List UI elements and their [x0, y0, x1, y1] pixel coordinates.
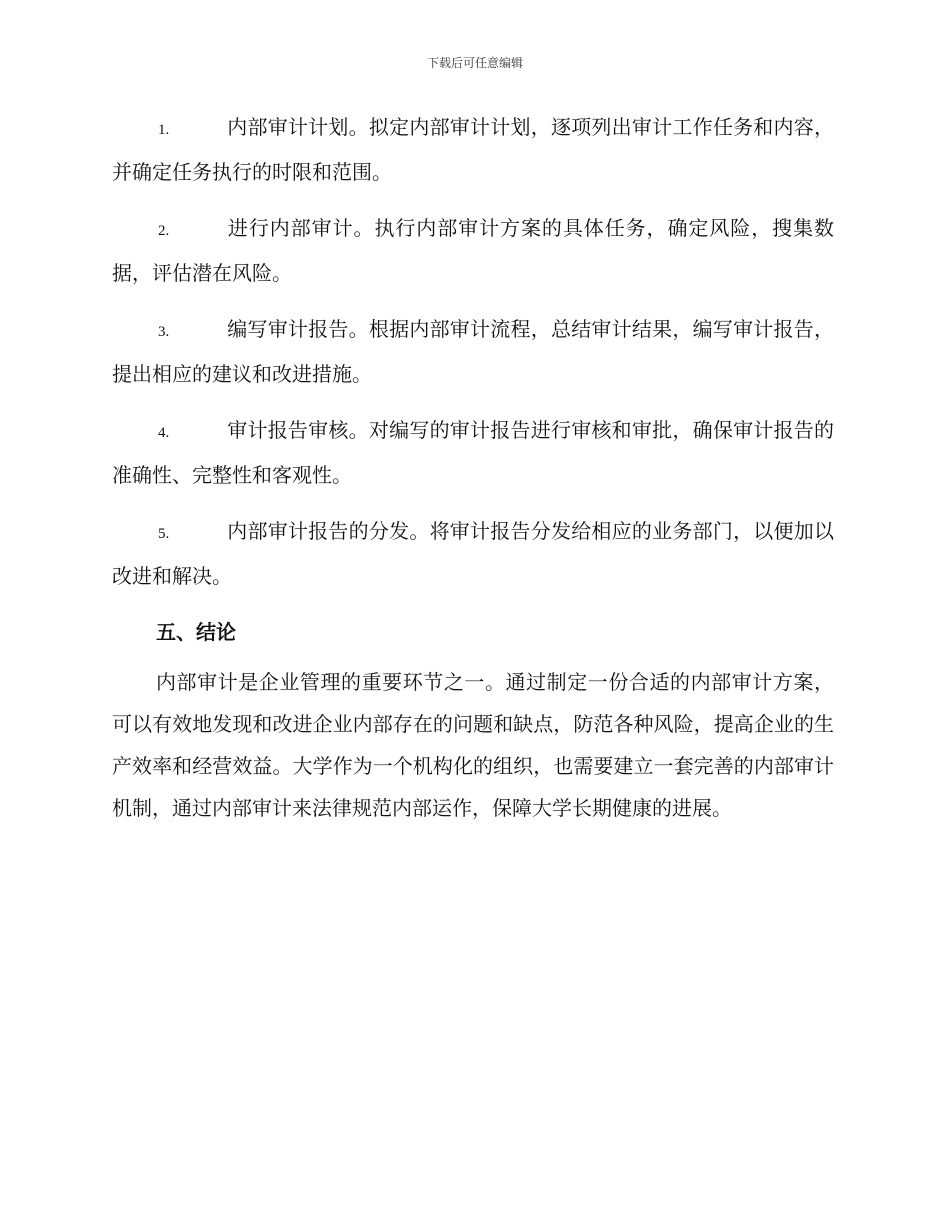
list-item-number: 5. — [158, 526, 170, 542]
list-item-text: 内部审计报告的分发。将审计报告分发给相应的业务部门，以便加以改进和解决。 — [112, 519, 834, 588]
list-item-number: 1. — [158, 122, 170, 138]
list-item-number: 4. — [158, 425, 170, 441]
list-item — [112, 207, 834, 294]
list-item — [112, 510, 834, 597]
list-item-number: 2. — [158, 223, 170, 239]
list-item-number: 3. — [158, 324, 170, 340]
page-header-note: 下载后可任意编辑 — [426, 56, 523, 70]
list-item — [112, 106, 834, 193]
conclusion-paragraph: 内部审计是企业管理的重要环节之一。通过制定一份合适的内部审计方案，可以有效地发现和改进企业内部存在的问题和缺点，防范各种风险，提高企业的生产效率和经营效益。大学作为一个机构化的组织，也需要建立一套完善的内部审计机制，通过内部审计来法律规范内部运作，保障大学长期健康的进展。 — [112, 670, 834, 820]
list-item — [112, 308, 834, 395]
document-content — [112, 106, 834, 829]
list-item-text: 编写审计报告。根据内部审计流程，总结审计结果，编写审计报告，提出相应的建议和改进措施。 — [112, 317, 834, 386]
list-item-text: 审计报告审核。对编写的审计报告进行审核和审批，确保审计报告的准确性、完整性和客观性。 — [112, 418, 834, 487]
section-heading-conclusion: 五、结论 — [156, 620, 236, 644]
list-item — [112, 409, 834, 496]
list-item-text: 内部审计计划。拟定内部审计计划，逐项列出审计工作任务和内容，并确定任务执行的时限和范围。 — [112, 115, 834, 184]
list-item-text: 进行内部审计。执行内部审计方案的具体任务，确定风险，搜集数据，评估潜在风险。 — [112, 216, 834, 285]
